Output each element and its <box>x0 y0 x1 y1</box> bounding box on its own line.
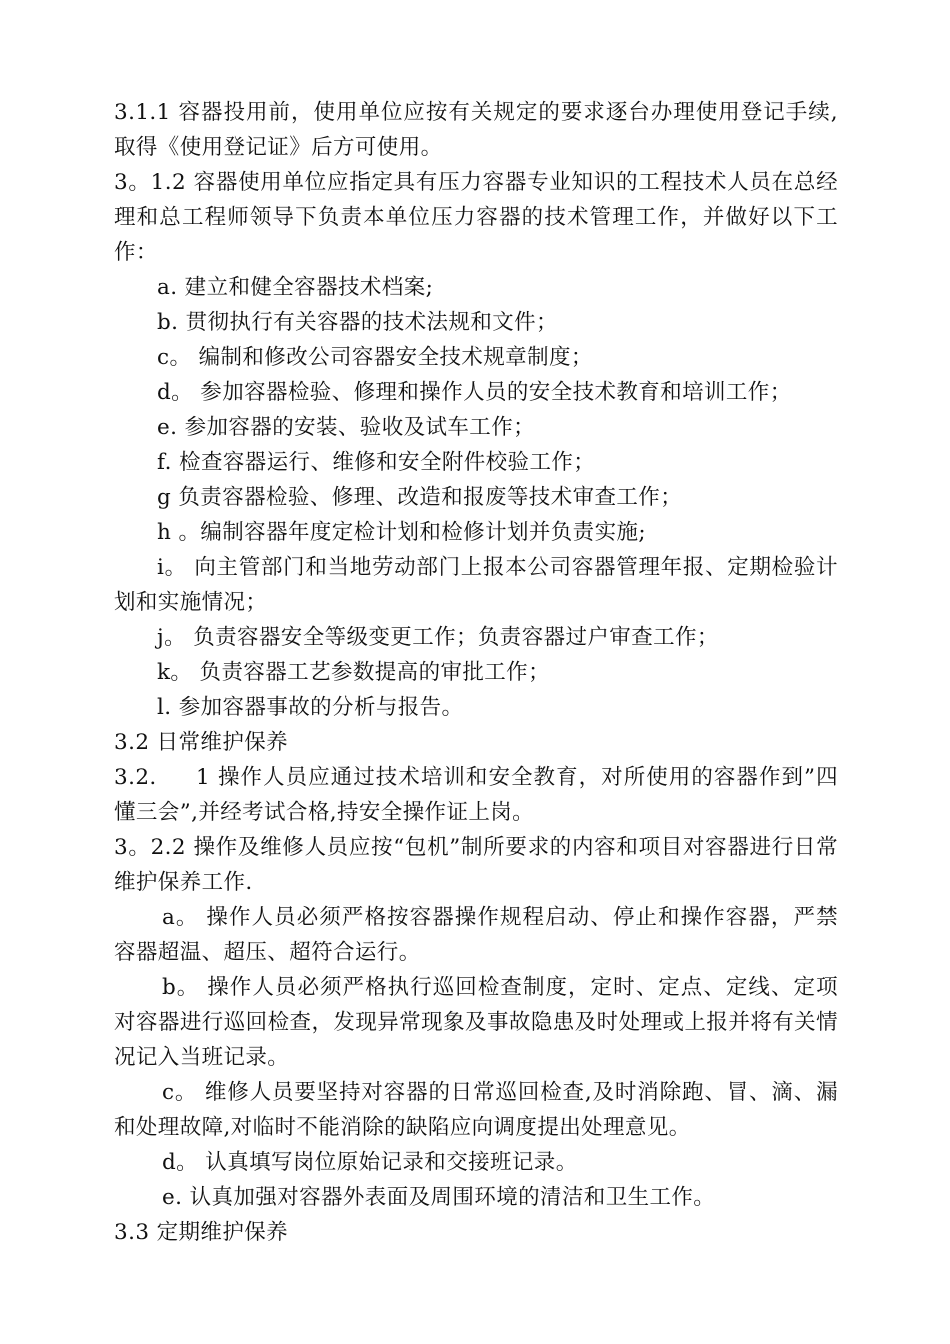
maintenance-item-a: a。 操作人员必须严格按容器操作规程启动、停止和操作容器，严禁容器超温、超压、超符合运行。 <box>114 905 838 965</box>
maintenance-item-c: c。 维修人员要坚持对容器的日常巡回检查,及时消除跑、冒、滴、漏和处理故障,对临时不能消除的缺陷应向调度提出处理意见。 <box>114 1080 838 1140</box>
list-item-j: j。 负责容器安全等级变更工作；负责容器过户审查工作； <box>157 625 719 650</box>
list-item-c: c。 编制和修改公司容器安全技术规章制度； <box>157 345 593 370</box>
maintenance-item-e: e. 认真加强对容器外表面及周围环境的清洁和卫生工作。 <box>162 1185 716 1210</box>
list-item-k: k。 负责容器工艺参数提高的审批工作； <box>157 660 550 685</box>
paragraph-3-2-1: 3.2. 1 操作人员应通过技术培训和安全教育，对所使用的容器作到”四懂三会”,并经考试合格,持安全操作证上岗。 <box>114 765 838 825</box>
maintenance-item-d: d。 认真填写岗位原始记录和交接班记录。 <box>162 1150 578 1175</box>
section-heading-3-3: 3.3 定期维护保养 <box>114 1220 289 1245</box>
list-item-i: i。 向主管部门和当地劳动部门上报本公司容器管理年报、定期检验计划和实施情况； <box>114 555 838 615</box>
list-item-h: h 。编制容器年度定检计划和检修计划并负责实施; <box>157 520 647 545</box>
paragraph-3-1-1: 3.1.1 容器投用前，使用单位应按有关规定的要求逐台办理使用登记手续,取得《使用登记证》后方可使用。 <box>114 100 838 160</box>
paragraph-3-1-2: 3。1.2 容器使用单位应指定具有压力容器专业知识的工程技术人员在总经理和总工程师领导下负责本单位压力容器的技术管理工作，并做好以下工作： <box>114 170 838 265</box>
list-item-g: g 负责容器检验、修理、改造和报废等技术审查工作； <box>157 485 683 510</box>
document-body <box>114 95 838 1250</box>
maintenance-item-b: b。 操作人员必须严格执行巡回检查制度，定时、定点、定线、定项对容器进行巡回检查，发现异常现象及事故隐患及时处理或上报并将有关情况记入当班记录。 <box>114 975 838 1070</box>
list-item-d: d。 参加容器检验、修理和操作人员的安全技术教育和培训工作； <box>157 380 792 405</box>
list-item-l: l. 参加容器事故的分析与报告。 <box>157 695 464 720</box>
list-item-b: b. 贯彻执行有关容器的技术法规和文件； <box>157 310 558 335</box>
list-item-a: a. 建立和健全容器技术档案; <box>157 275 434 300</box>
paragraph-3-2-2: 3。2.2 操作及维修人员应按“包机”制所要求的内容和项目对容器进行日常维护保养工作. <box>114 835 838 895</box>
list-item-f: f. 检查容器运行、维修和安全附件校验工作； <box>157 450 596 475</box>
list-item-e: e. 参加容器的安装、验收及试车工作； <box>157 415 535 440</box>
section-heading-3-2: 3.2 日常维护保养 <box>114 730 289 755</box>
